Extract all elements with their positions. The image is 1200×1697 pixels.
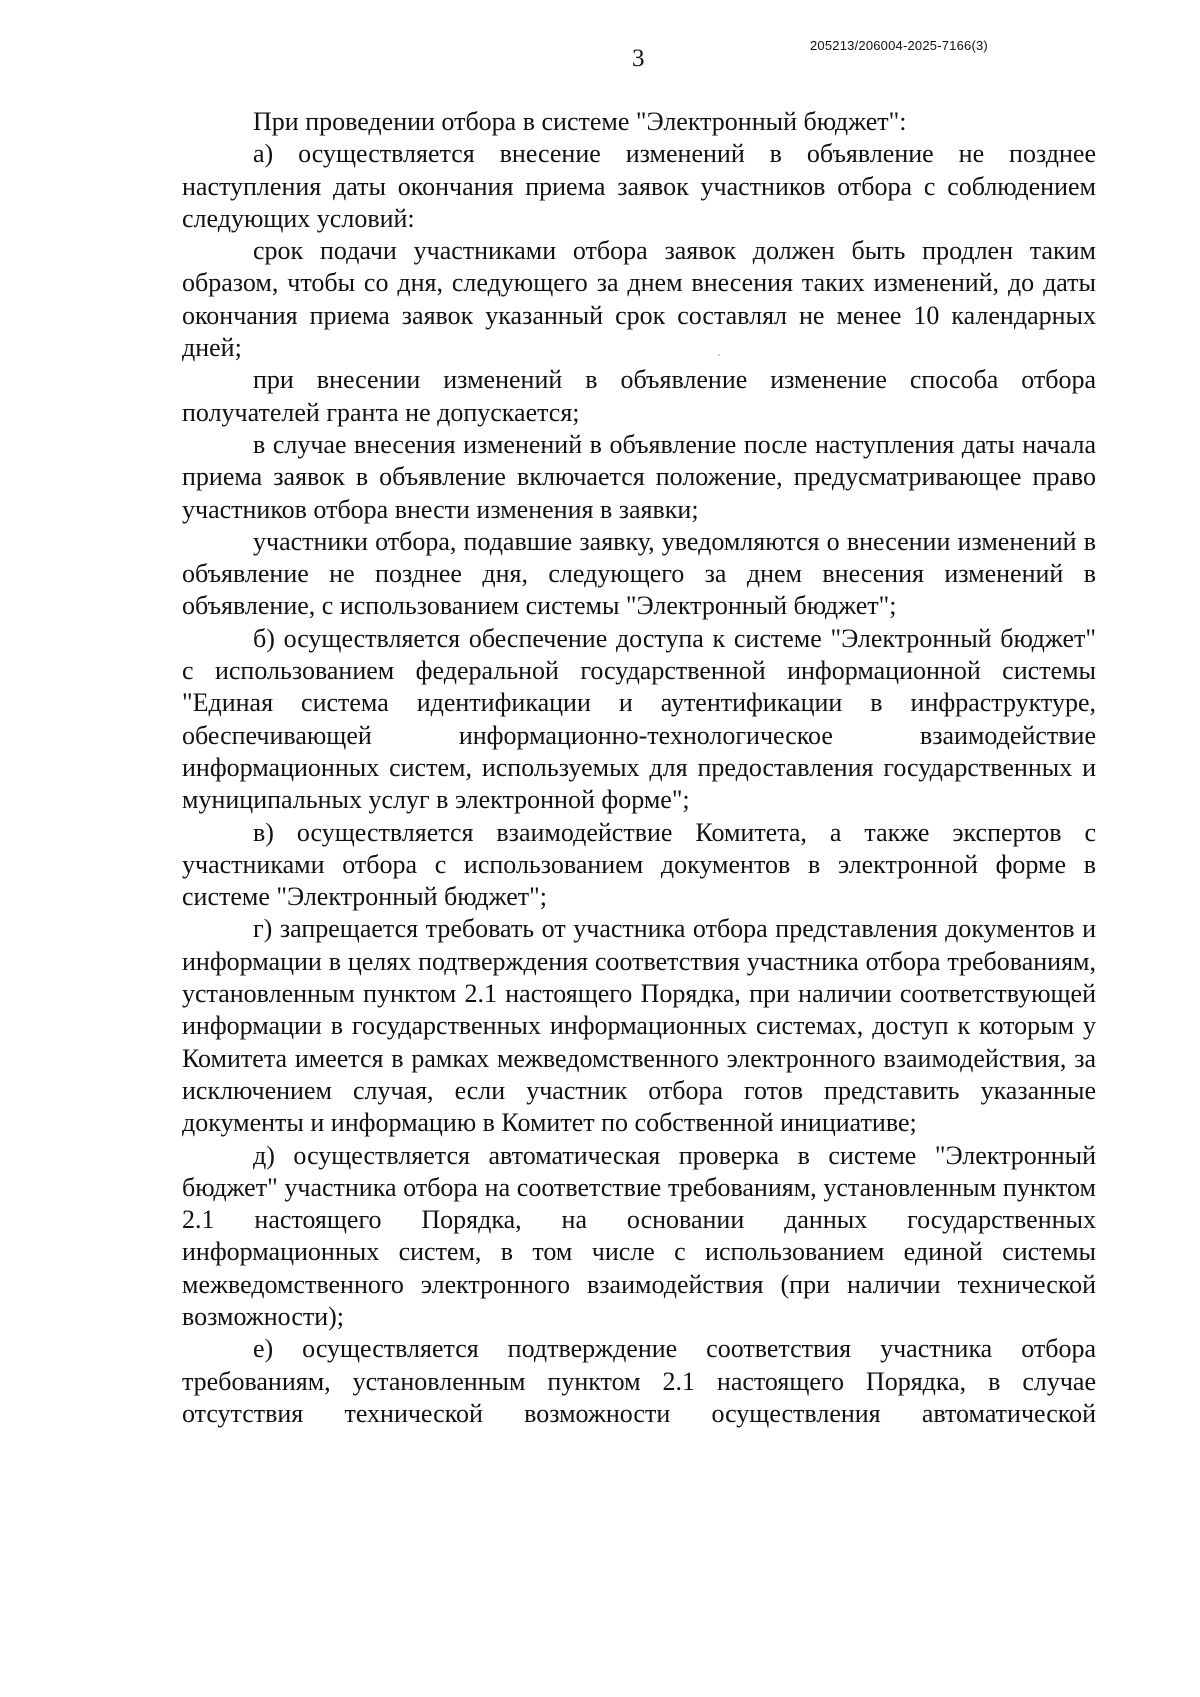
paragraph-a-condition-4: участники отбора, подавшие заявку, уведомляются о внесении изменений в объявление не позднее дня, следующего за днем внесения изменений в объявление, с использованием системы "Электронный бюджет"; <box>182 526 1096 621</box>
paragraph-a-condition-2: при внесении изменений в объявление изменение способа отбора получателей гранта не допускается; <box>182 365 1096 427</box>
paragraph-b: б) осуществляется обеспечение доступа к системе "Электронный бюджет" с использованием федеральной государственной информационной системы "Единая система идентификации и аутентификации в инфраструктуре, обеспечивающей информационно-технологическое взаимодействие информационных систем, используемых для предоставления государственных и муниципальных услуг в электронной форме"; <box>182 623 1096 815</box>
paragraph-g: г) запрещается требовать от участника отбора представления документов и информации в целях подтверждения соответствия участника отбора требованиям, установленным пунктом 2.1 настоящего Порядка, при наличии соответствующей информации в государственных информационных системах, доступ к которым у Комитета имеется в рамках межведомственного электронного взаимодействия, за исключением случая, если участник отбора готов представить указанные документы и информацию в Комитет по собственной инициативе; <box>182 914 1096 1138</box>
paragraph-d: д) осуществляется автоматическая проверка в системе "Электронный бюджет" участника отбора на соответствие требованиям, установленным пунктом 2.1 настоящего Порядка, на основании данных государственных информационных систем, в том числе с использованием единой системы межведомственного электронного взаимодействия (при наличии технической возможности); <box>182 1140 1096 1331</box>
paragraph-intro: При проведении отбора в системе "Электронный бюджет": <box>253 107 907 136</box>
paragraph-v: в) осуществляется взаимодействие Комитета, а также экспертов с участниками отбора с использованием документов в электронной форме в системе "Электронный бюджет"; <box>182 817 1096 912</box>
document-id: 205213/206004-2025-7166(3) <box>810 38 988 53</box>
paragraph-a: а) осуществляется внесение изменений в объявление не позднее наступления даты окончания приема заявок участников отбора с соблюдением следующих условий: <box>182 139 1096 233</box>
page-number: 3 <box>632 45 645 72</box>
paragraph-e: е) осуществляется подтверждение соответствия участника отбора требованиям, установленным пунктом 2.1 настоящего Порядка, в случае отсутствия технической возможности осуществления автоматической <box>182 1334 1096 1428</box>
paragraph-a-condition-1: срок подачи участниками отбора заявок должен быть продлен таким образом, чтобы со дня, следующего за днем внесения таких изменений, до даты окончания приема заявок указанный срок составлял не менее 10 календарных дней; <box>182 236 1096 363</box>
paragraph-a-condition-3: в случае внесения изменений в объявление после наступления даты начала приема заявок в объявление включается положение, предусматривающее право участников отбора внести изменения в заявки; <box>182 429 1096 524</box>
document-body <box>182 106 1096 1430</box>
